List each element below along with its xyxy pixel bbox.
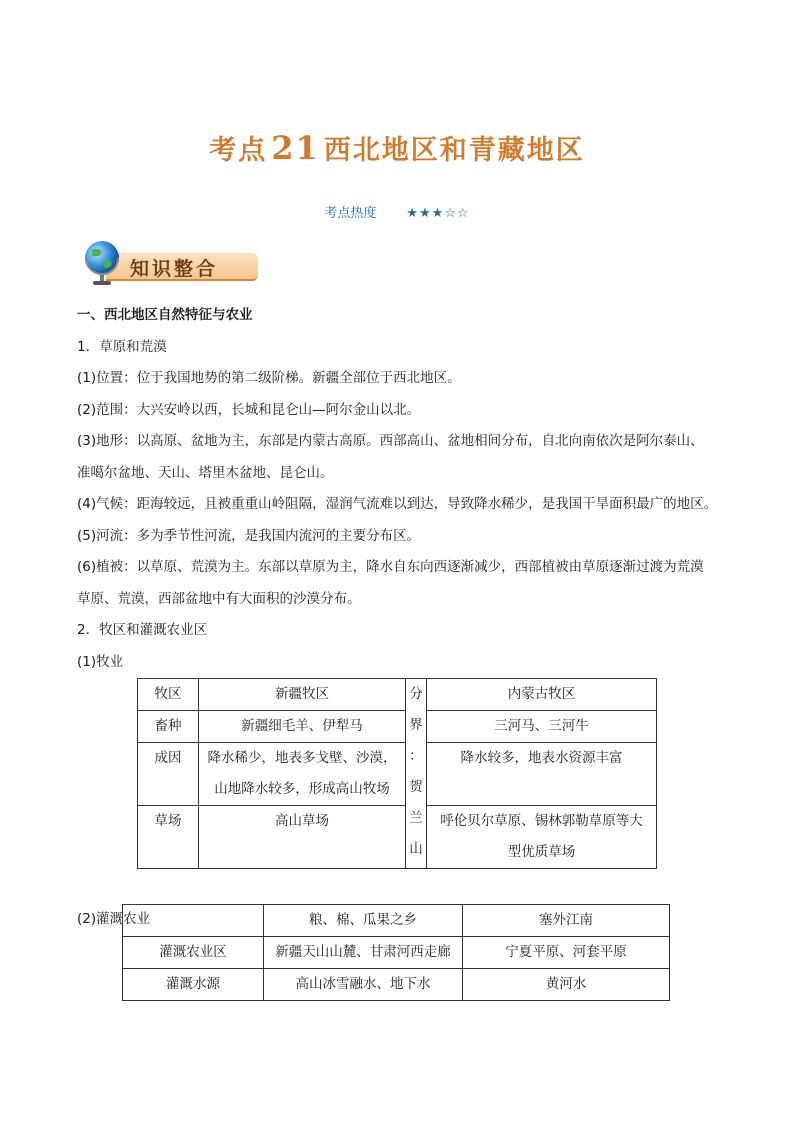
table-cell: 粮、棉、瓜果之乡	[264, 905, 463, 937]
divider-char: 分	[409, 686, 423, 702]
globe-icon	[80, 238, 124, 288]
table-cell: 畜种	[138, 711, 199, 743]
table-cell: 宁夏平原、河套平原	[463, 937, 670, 969]
section-heading: 一、西北地区自然特征与农业	[77, 307, 253, 323]
table-row	[123, 969, 670, 1001]
table-cell: 塞外江南	[463, 905, 670, 937]
paragraph-line: (5)河流：多为季节性河流，是我国内流河的主要分布区。	[77, 527, 421, 544]
table-cell	[123, 905, 264, 937]
knowledge-banner	[80, 238, 260, 290]
pastoral-table	[137, 678, 657, 869]
title-number: 21	[271, 129, 320, 167]
table-cell: 三河马、三河牛	[427, 711, 657, 743]
subsection-heading: (2)灌溉农业	[77, 911, 151, 927]
subsection-heading: (1)牧业	[77, 653, 124, 670]
page-title	[0, 128, 794, 167]
heat-label: 考点热度	[324, 206, 377, 221]
heat-rating	[0, 202, 794, 221]
subsection-heading: 2．牧区和灌溉农业区	[77, 622, 208, 638]
title-text: 西北地区和青藏地区	[323, 135, 585, 166]
table-cell: 内蒙古牧区	[427, 679, 657, 711]
paragraph-line: (3)地形：以高原、盆地为主，东部是内蒙古高原。西部高山、盆地相间分布，自北向南依次是阿尔泰山、	[77, 433, 704, 449]
cell-line: 型优质草场	[507, 844, 576, 860]
paragraph-line: (2)范围：大兴安岭以西，长城和昆仑山—阿尔金山以北。	[77, 401, 421, 418]
paragraph-line: (1)位置：位于我国地势的第二级阶梯。新疆全部位于西北地区。	[77, 370, 461, 386]
table-row	[138, 743, 657, 806]
table-cell: 降水较多，地表水资源丰富	[427, 743, 657, 806]
banner-label: 知识整合	[130, 258, 219, 280]
table-cell: 新疆牧区	[199, 679, 406, 711]
table-row	[138, 711, 657, 743]
divider-char: 贺	[409, 779, 423, 795]
table-cell: 新疆天山山麓、甘肃河西走廊	[264, 937, 463, 969]
table-cell: 高山冰雪融水、地下水	[264, 969, 463, 1001]
cell-line: 山地降水较多，形成高山牧场	[214, 781, 390, 797]
table-cell: 灌溉水源	[123, 969, 264, 1001]
subsection-heading: 1．草原和荒漠	[77, 338, 167, 355]
paragraph-line: 草原、荒漠，西部盆地中有大面积的沙漠分布。	[77, 590, 361, 607]
divider-char: 山	[409, 841, 423, 857]
divider-char: ：	[409, 748, 423, 764]
table-row	[123, 905, 670, 937]
table-cell	[427, 806, 657, 869]
irrigation-table	[122, 904, 670, 1001]
heat-stars: ★★★☆☆	[406, 206, 470, 221]
cell-line: 呼伦贝尔草原、锡林郭勒草原等大	[440, 813, 643, 829]
table-row	[123, 937, 670, 969]
table-row	[138, 806, 657, 869]
table-row	[138, 679, 657, 711]
table-cell: 新疆细毛羊、伊犁马	[199, 711, 406, 743]
table-cell: 灌溉农业区	[123, 937, 264, 969]
title-prefix: 考点	[209, 135, 268, 166]
table-cell: 高山草场	[199, 806, 406, 869]
divider-char: 兰	[409, 810, 423, 826]
paragraph-line: (4)气候：距海较远，且被重重山岭阻隔，湿润气流难以到达，导致降水稀少，是我国干旱面积最广的地区。	[77, 496, 718, 512]
divider-cell	[406, 679, 427, 869]
table-cell: 草场	[138, 806, 199, 869]
table-cell: 黄河水	[463, 969, 670, 1001]
paragraph-line: 准噶尔盆地、天山、塔里木盆地、昆仑山。	[77, 464, 334, 481]
paragraph-line: (6)植被：以草原、荒漠为主。东部以草原为主，降水自东向西逐渐减少，西部植被由草原逐渐过渡为荒漠	[77, 559, 704, 575]
table-cell: 成因	[138, 743, 199, 806]
table-cell	[199, 743, 406, 806]
divider-char: 界	[409, 717, 423, 733]
table-cell: 牧区	[138, 679, 199, 711]
cell-line: 降水稀少，地表多戈壁、沙漠，	[207, 750, 397, 766]
